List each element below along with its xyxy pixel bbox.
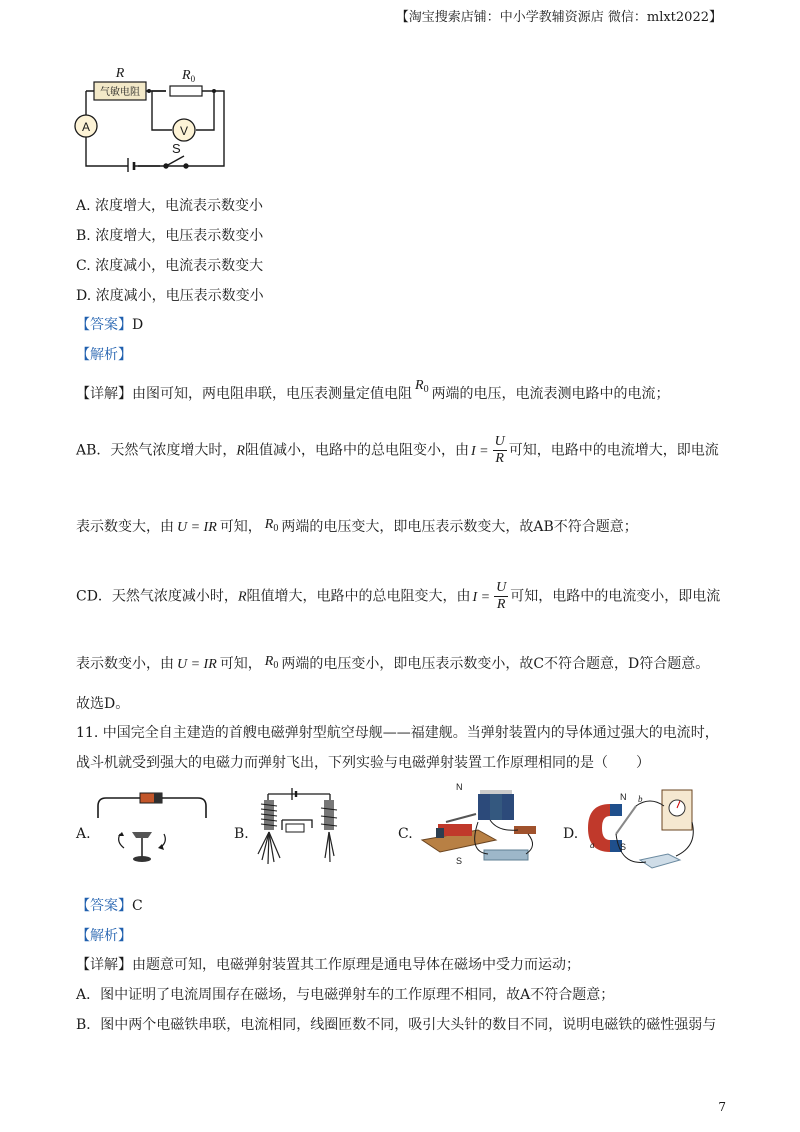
fig-label-c: C. bbox=[398, 826, 413, 842]
label-r: R bbox=[115, 66, 125, 81]
switch-label: S bbox=[172, 141, 181, 156]
cd-line-1: CD．天然气浓度减小时，R阻值增大，电路中的总电阻变大，由 I = $\frac{U}{R}$ 可知，电路中的电流变小，即电流 bbox=[76, 580, 721, 612]
page-number: 7 bbox=[718, 1100, 726, 1114]
q11-answer-line bbox=[76, 896, 143, 916]
conclusion: 故选D。 bbox=[76, 696, 130, 712]
voltmeter-label: V bbox=[179, 124, 189, 138]
q11-analysis-b: B．图中两个电磁铁串联，电流相同，线圈匝数不同，吸引大头针的数目不同，说明电磁铁的磁性强弱与 bbox=[76, 1017, 717, 1033]
svg-text:N: N bbox=[456, 782, 463, 792]
cd-line-2: 表示数变小，由 U = IR 可知， $R_0$ 两端的电压变小，即电压表示数变小，故C不符合题意，D符合题意。 bbox=[76, 654, 710, 672]
svg-text:N: N bbox=[620, 792, 627, 802]
q11-stem-1: 11. 中国完全自主建造的首艘电磁弹射型航空母舰——福建舰。当弹射装置内的导体通过强大的电流时， bbox=[76, 725, 719, 741]
fig-label-b: B. bbox=[234, 826, 249, 842]
ohm-law-fraction: $\frac{U}{R}$ bbox=[494, 434, 505, 466]
fig-label-d: D. bbox=[563, 826, 579, 842]
q11-analysis-a: A．图中证明了电流周围存在磁场，与电磁弹射车的工作原理不相同，故A不符合题意； bbox=[76, 987, 615, 1003]
label-r0: $R_0$ bbox=[182, 68, 196, 84]
r-symbol-2: R bbox=[237, 589, 247, 605]
figure-a-oersted bbox=[92, 788, 212, 868]
svg-text:S: S bbox=[620, 842, 627, 852]
frac-lhs-2: I = bbox=[472, 589, 491, 605]
figure-b-electromagnets bbox=[254, 786, 344, 868]
r0-symbol: $R_0$ bbox=[415, 378, 429, 395]
ab-line-1: AB．天然气浓度增大时，R阻值减小，电路中的总电阻变小，由 I = $\frac{U}{R}$ 可知，电路中的电流增大，即电流 bbox=[76, 434, 719, 466]
shop-note: 【淘宝搜索店铺：中小学教辅资源店 微信：mlxt2022】 bbox=[395, 10, 722, 25]
option-c: C. 浓度减小，电流表示数变大 bbox=[76, 258, 264, 274]
detail-line-1 bbox=[76, 378, 670, 409]
q11-analysis-label: 【解析】 bbox=[76, 928, 132, 944]
detail-text-b: 两端的电压，电流表测电路中的电流； bbox=[431, 386, 670, 402]
r-symbol: R bbox=[236, 443, 245, 459]
ohm-law-fraction-2: $\frac{U}{R}$ bbox=[496, 580, 507, 612]
q11-answer-value: C bbox=[132, 898, 143, 914]
uir-equation-2: U = IR bbox=[177, 657, 217, 672]
r0-symbol-3: $R_0$ bbox=[264, 654, 279, 671]
frac-lhs: I = bbox=[470, 443, 489, 459]
fixed-resistor-r0 bbox=[170, 86, 202, 96]
r0-symbol-2: $R_0$ bbox=[264, 517, 279, 534]
detail-label: 【详解】 bbox=[76, 386, 132, 402]
answer-label: 【答案】 bbox=[76, 317, 132, 333]
figure-c-motor-principle bbox=[418, 782, 548, 868]
ab-line-2: 表示数变大，由 U = IR 可知， $R_0$ 两端的电压变大，即电压表示数变大，故AB不符合题意； bbox=[76, 517, 638, 535]
q11-stem-2: 战斗机就受到强大的电磁力而弹射飞出，下列实验与电磁弹射装置工作原理相同的是（ ） bbox=[76, 755, 650, 771]
option-a: A. 浓度增大，电流表示数变小 bbox=[76, 198, 264, 214]
svg-text:a: a bbox=[590, 840, 595, 850]
svg-text:b: b bbox=[638, 794, 643, 804]
ammeter-label: A bbox=[81, 120, 91, 134]
q11-answer-label: 【答案】 bbox=[76, 898, 132, 914]
circuit-diagram bbox=[70, 64, 240, 172]
analysis-label: 【解析】 bbox=[76, 347, 132, 363]
answer-line bbox=[76, 315, 143, 335]
detail-text-a: 由图可知，两电阻串联，电压表测量定值电阻 bbox=[132, 386, 412, 402]
resistor-text: 气敏电阻 bbox=[100, 87, 140, 98]
option-d: D. 浓度减小，电压表示数变小 bbox=[76, 288, 264, 304]
figure-d-induction bbox=[580, 786, 700, 876]
fig-label-a: A. bbox=[76, 826, 91, 842]
q11-detail: 【详解】由题意可知，电磁弹射装置其工作原理是通电导体在磁场中受力而运动； bbox=[76, 957, 580, 973]
option-b: B. 浓度增大，电压表示数变小 bbox=[76, 228, 264, 244]
svg-text:S: S bbox=[456, 856, 463, 866]
uir-equation: U = IR bbox=[177, 520, 217, 535]
answer-value: D bbox=[132, 317, 144, 333]
